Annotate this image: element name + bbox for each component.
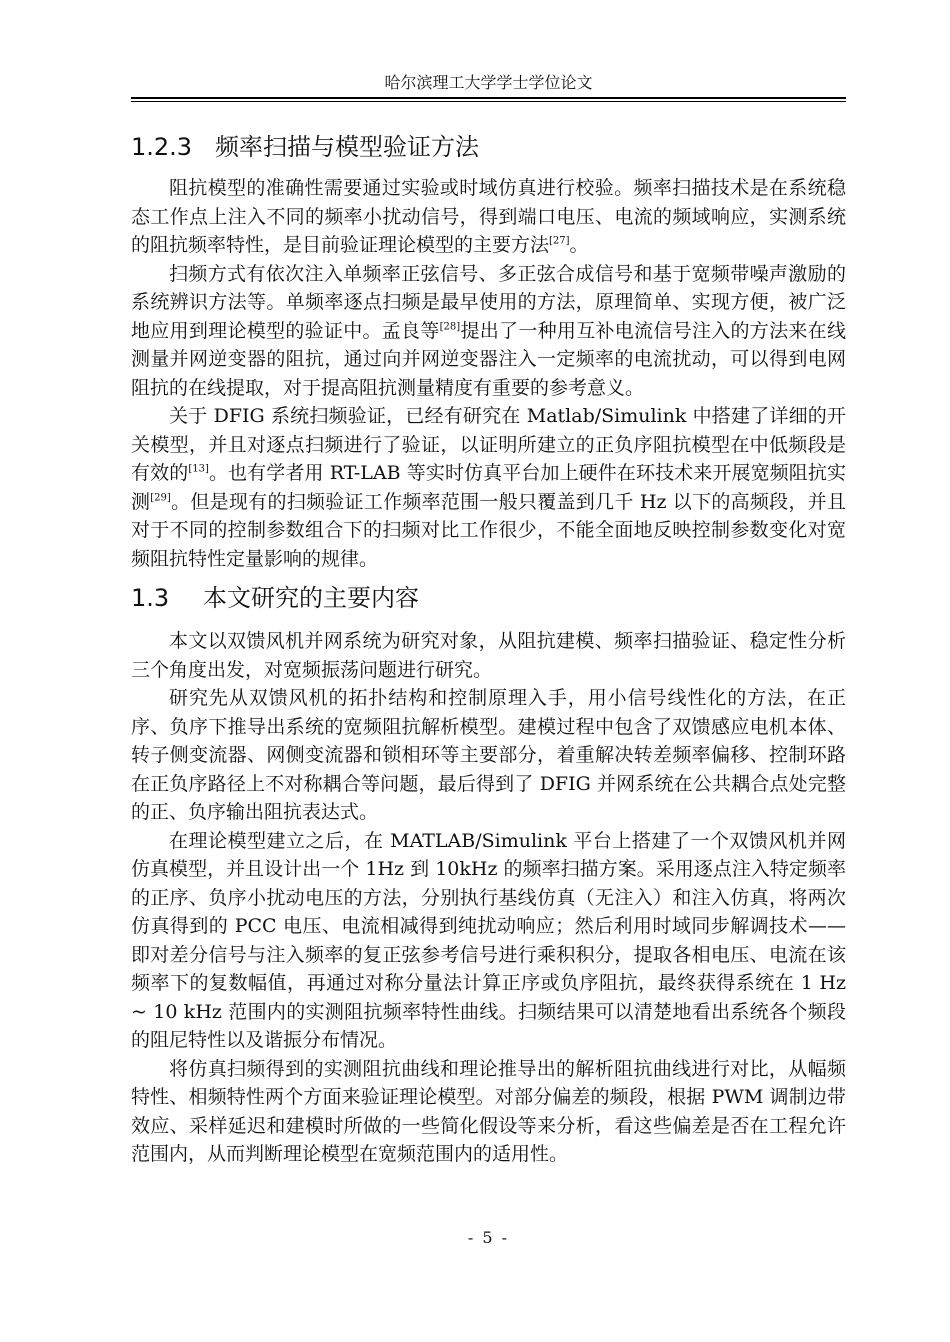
citation: [28] — [439, 321, 461, 333]
header-rule-thin — [131, 101, 846, 102]
section-number: 1.2.3 — [131, 133, 193, 161]
paragraph-text: 。也有学者用 RT-LAB 等实时仿真平台加上硬件在环技术来开展宽频阻抗实测 — [131, 462, 846, 513]
page-body — [131, 130, 846, 1169]
paragraph — [131, 402, 846, 573]
citation: [29] — [150, 492, 171, 504]
paragraph: 本文以双馈风机并网系统为研究对象，从阻抗建模、频率扫描验证、稳定性分析三个角度出发，对宽频振荡问题进行研究。 — [131, 630, 846, 681]
paragraph-text: 关于 DFIG 系统扫频验证，已经有研究在 Matlab/Simulink 中搭建了详细的开关模型，并且对逐点扫频进行了验证，以证明所建立的正负序阻抗模型在中低频段是有效的 — [131, 405, 846, 484]
citation: [13] — [188, 463, 209, 475]
paragraph-text: 。但是现有的扫频验证工作频率范围一般只覆盖到几千 Hz 以下的高频段，并且对于不同的控制参数组合下的扫频对比工作很少，不能全面地反映控制参数变化对宽频阻抗特性定量影响的规律。 — [131, 490, 846, 570]
page-number: - 5 - — [467, 1228, 510, 1247]
paragraph-text: 阻抗模型的准确性需要通过实验或时域仿真进行校验。频率扫描技术是在系统稳态工作点上注入不同的频率小扰动信号，得到端口电压、电流的频域响应，实测系统的阻抗频率特性，是目前验证理论模型的主要方法 — [131, 177, 846, 256]
header-rule-thick — [131, 97, 846, 99]
paragraph: 研究先从双馈风机的拓扑结构和控制原理入手，用小信号线性化的方法，在正序、负序下推导出系统的宽频阻抗解析模型。建模过程中包含了双馈感应电机本体、转子侧变流器、网侧变流器和锁相环等主要部分，着重解决转差频率偏移、控制环路在正负序路径上不对称耦合等问题，最后得到了 DFIG 并网系统在公共耦合点处完整的正、负序输出阻抗表达式。 — [131, 687, 846, 823]
paragraph-text: 提出了一种用互补电流信号注入的方法来在线测量并网逆变器的阻抗，通过向并网逆变器注入一定频率的电流扰动，可以得到电网阻抗的在线提取，对于提高阻抗测量精度有重要的参考意义。 — [131, 319, 846, 399]
section-title: 频率扫描与模型验证方法 — [215, 133, 479, 161]
section-number: 1.3 — [131, 584, 170, 612]
paragraph — [131, 174, 846, 260]
running-header: 哈尔滨理工大学学士学位论文 — [384, 73, 593, 92]
paragraph — [131, 260, 846, 403]
paragraph-text: 。 — [569, 234, 589, 256]
citation: [27] — [549, 235, 570, 247]
section-heading-1-2-3 — [131, 130, 846, 164]
paragraph: 在理论模型建立之后，在 MATLAB/Simulink 平台上搭建了一个双馈风机并网仿真模型，并且设计出一个 1Hz 到 10kHz 的频率扫描方案。采用逐点注入特定频率的正序、负序小扰动电压的方法，分别执行基线仿真（无注入）和注入仿真，将两次仿真得到的 PCC 电压、电流相减得到纯扰动响应；然后利用时域同步解调技术——即对差分信号与注入频率的复正弦参考信号进行乘积积分，提取各相电压、电流在该频率下的复数幅值，再通过对称分量法计算正序或负序阻抗，最终获得系统在 1 Hz ~ 10 kHz 范围内的实测阻抗频率特性曲线。扫频结果可以清楚地看出系统各个频段的阻尼特性以及谐振分布情况。 — [131, 829, 846, 1051]
paragraph: 将仿真扫频得到的实测阻抗曲线和理论推导出的解析阻抗曲线进行对比，从幅频特性、相频特性两个方面来验证理论模型。对部分偏差的频段，根据 PWM 调制边带效应、采样延迟和建模时所做的一些简化假设等来分析，看这些偏差是否在工程允许范围内，从而判断理论模型在宽频范围内的适用性。 — [131, 1057, 846, 1165]
section-title: 本文研究的主要内容 — [203, 584, 419, 612]
paragraph-text: 扫频方式有依次注入单频率正弦信号、多正弦合成信号和基于宽频带噪声激励的系统辨识方法等。单频率逐点扫频是最早使用的方法，原理简单、实现方便，被广泛地应用到理论模型的验证中。孟良等 — [131, 262, 846, 342]
section-heading-1-3 — [131, 581, 846, 615]
